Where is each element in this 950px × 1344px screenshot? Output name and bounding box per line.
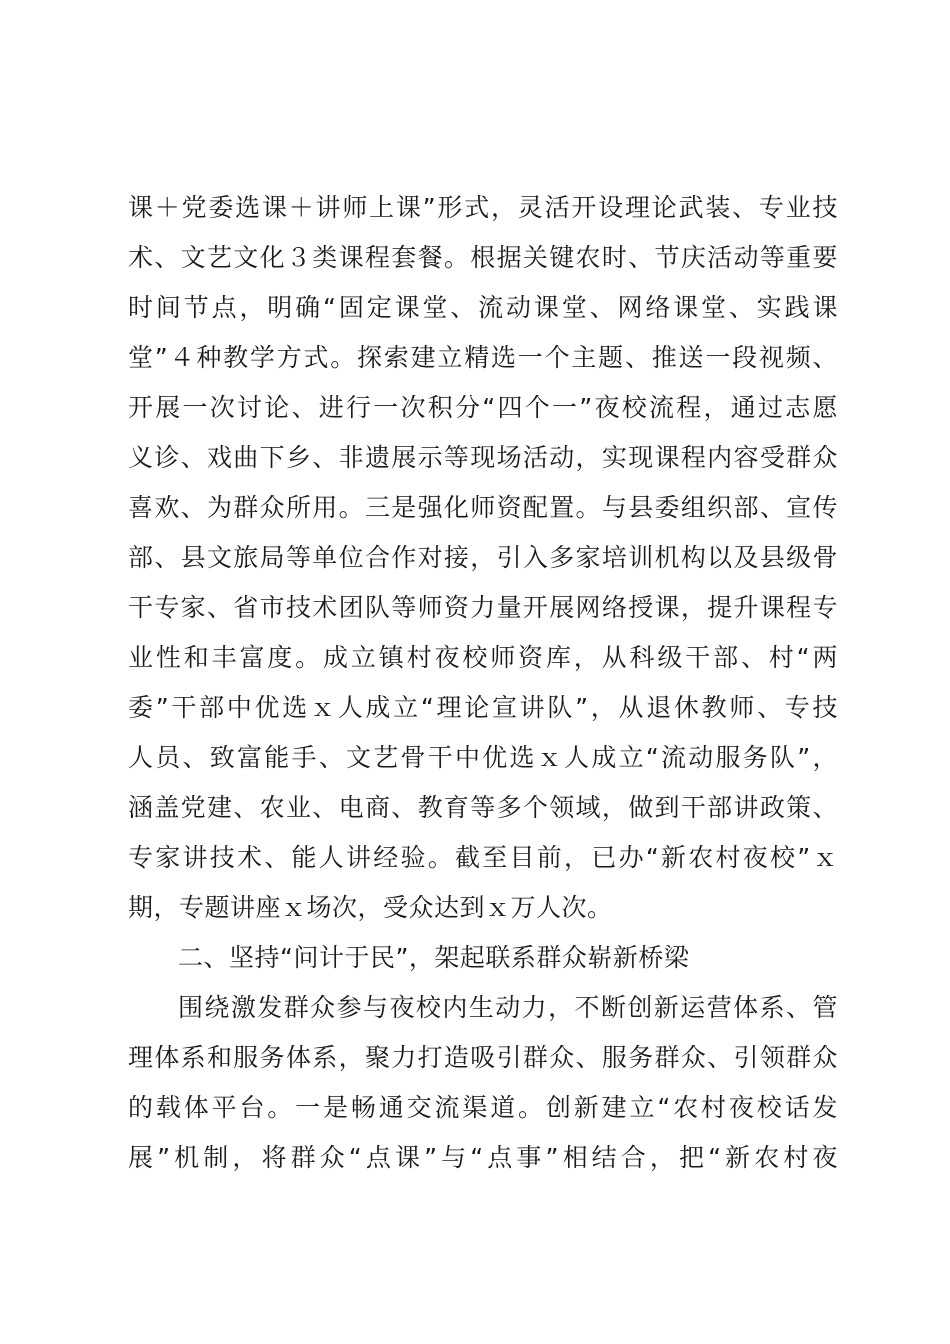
text-line: 期，专题讲座ｘ场次，受众达到ｘ万人次。 (128, 893, 613, 922)
text-line: 堂”４种教学方式。探索建立精选一个主题、推送一段视频、 (128, 343, 838, 372)
text-line: 展”机制，将群众“点课”与“点事”相结合，把“新农村夜 (128, 1143, 838, 1172)
text-line: 委”干部中优选ｘ人成立“理论宣讲队”，从退休教师、专技 (128, 693, 838, 722)
text-line: 的载体平台。一是畅通交流渠道。创新建立“农村夜校话发 (128, 1093, 838, 1122)
text-line: 时间节点，明确“固定课堂、流动课堂、网络课堂、实践课 (128, 293, 838, 322)
text-line: 围绕激发群众参与夜校内生动力，不断创新运营体系、管 (178, 993, 838, 1022)
text-line: 人员、致富能手、文艺骨干中优选ｘ人成立“流动服务队”， (128, 743, 838, 772)
text-line: 术、文艺文化３类课程套餐。根据关键农时、节庆活动等重要 (128, 243, 838, 272)
text-line: 喜欢、为群众所用。三是强化师资配置。与县委组织部、宣传 (128, 493, 838, 522)
text-line: 课＋党委选课＋讲师上课”形式，灵活开设理论武装、专业技 (128, 193, 838, 222)
section-heading: 二、坚持“问计于民”，架起联系群众崭新桥梁 (178, 943, 690, 972)
text-line: 义诊、戏曲下乡、非遗展示等现场活动，实现课程内容受群众 (128, 443, 838, 472)
text-line: 专家讲技术、能人讲经验。截至目前，已办“新农村夜校”ｘ (128, 843, 838, 872)
text-line: 理体系和服务体系，聚力打造吸引群众、服务群众、引领群众 (128, 1043, 838, 1072)
text-line: 部、县文旅局等单位合作对接，引入多家培训机构以及县级骨 (128, 543, 838, 572)
text-line: 干专家、省市技术团队等师资力量开展网络授课，提升课程专 (128, 593, 838, 622)
text-line: 涵盖党建、农业、电商、教育等多个领域，做到干部讲政策、 (128, 793, 838, 822)
body-text (128, 185, 838, 1185)
text-line: 业性和丰富度。成立镇村夜校师资库，从科级干部、村“两 (128, 643, 838, 672)
text-line: 开展一次讨论、进行一次积分“四个一”夜校流程，通过志愿 (128, 393, 838, 422)
